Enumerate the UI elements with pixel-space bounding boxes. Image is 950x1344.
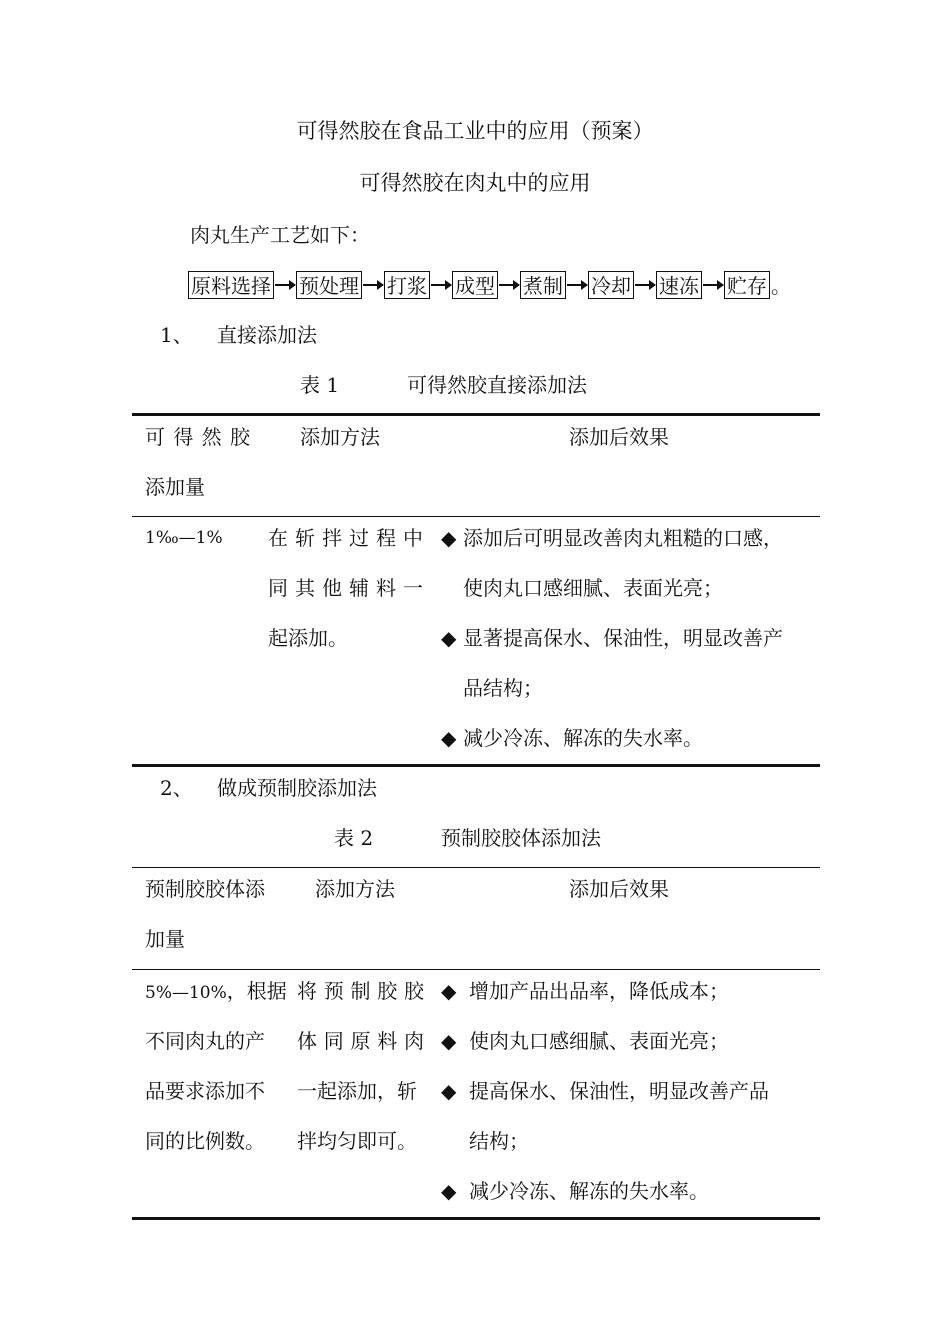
table1-caption-label: 表 1 bbox=[300, 373, 340, 397]
arrow-right-icon bbox=[703, 284, 723, 286]
bullet-icon: ◆ bbox=[441, 726, 457, 750]
table1-header-effect: 添加后效果 bbox=[569, 425, 669, 449]
table1-effect-1-line2: 使肉丸口感细腻、表面光亮； bbox=[463, 576, 723, 600]
table1-header-method: 添加方法 bbox=[300, 425, 380, 449]
process-end-mark: 。 bbox=[771, 274, 791, 298]
bullet-icon: ◆ bbox=[441, 526, 457, 550]
bullet-icon: ◆ bbox=[441, 1079, 457, 1103]
table1-effect-1-line1: 添加后可明显改善肉丸粗糙的口感， bbox=[463, 526, 783, 550]
process-step: 煮制 bbox=[520, 271, 566, 299]
bullet-icon: ◆ bbox=[441, 1179, 457, 1203]
process-intro: 肉丸生产工艺如下： bbox=[190, 223, 370, 247]
arrow-right-icon bbox=[635, 284, 655, 286]
table2-effect-2: 使肉丸口感细腻、表面光亮； bbox=[469, 1029, 729, 1053]
section1-heading: 直接添加法 bbox=[217, 323, 317, 347]
table1-caption-title: 可得然胶直接添加法 bbox=[407, 373, 587, 397]
table2-effect-3-line2: 结构； bbox=[469, 1129, 529, 1153]
process-step: 预处理 bbox=[296, 271, 362, 299]
arrow-right-icon bbox=[431, 284, 451, 286]
table1-header-amount: 可得然胶 bbox=[145, 425, 250, 449]
table1-method-line3: 起添加。 bbox=[268, 626, 348, 650]
table2-bottom-rule bbox=[132, 1217, 820, 1220]
process-step: 原料选择 bbox=[188, 271, 274, 299]
bullet-icon: ◆ bbox=[441, 626, 457, 650]
process-step: 速冻 bbox=[656, 271, 702, 299]
process-flow bbox=[188, 270, 791, 299]
table2-method-line3: 一起添加，斩 bbox=[297, 1079, 417, 1103]
table2-header-amount: 预制胶胶体添 bbox=[145, 877, 265, 901]
arrow-right-icon bbox=[275, 284, 295, 286]
table2-method-line2: 体同原料肉 bbox=[297, 1029, 424, 1053]
table1-effect-2-line2: 品结构； bbox=[463, 676, 543, 700]
table2-amount-line1: 5%—10%，根据 bbox=[145, 979, 287, 1003]
arrow-right-icon bbox=[567, 284, 587, 286]
arrow-right-icon bbox=[499, 284, 519, 286]
table1-effect-2-line1: 显著提高保水、保油性，明显改善产 bbox=[463, 626, 783, 650]
section2-heading: 做成预制胶添加法 bbox=[217, 776, 377, 800]
table2-method-line4: 拌均匀即可。 bbox=[297, 1129, 417, 1153]
table1-method-line2: 同其他辅料一 bbox=[268, 576, 423, 600]
table1-amount: 1‰—1% bbox=[145, 528, 223, 548]
arrow-right-icon bbox=[363, 284, 383, 286]
document-subtitle: 可得然胶在肉丸中的应用 bbox=[359, 171, 591, 195]
table2-caption-title: 预制胶胶体添加法 bbox=[441, 826, 601, 850]
process-step: 贮存 bbox=[724, 271, 770, 299]
table2-header-effect: 添加后效果 bbox=[569, 877, 669, 901]
process-step: 打浆 bbox=[384, 271, 430, 299]
table2-method-line1: 将预制胶胶 bbox=[297, 979, 424, 1003]
table2-amount-line2: 不同肉丸的产 bbox=[145, 1029, 265, 1053]
table2-header-amount-2: 加量 bbox=[145, 927, 185, 951]
bullet-icon: ◆ bbox=[441, 979, 457, 1003]
table2-effect-3-line1: 提高保水、保油性，明显改善产品 bbox=[469, 1079, 769, 1103]
section2-number: 2、 bbox=[160, 776, 193, 800]
section1-number: 1、 bbox=[160, 323, 193, 347]
table1-method-line1: 在斩拌过程中 bbox=[268, 526, 423, 550]
table2-effect-1: 增加产品出品率，降低成本； bbox=[469, 979, 729, 1003]
process-step: 成型 bbox=[452, 271, 498, 299]
table2-amount-line4: 同的比例数。 bbox=[145, 1129, 265, 1153]
bullet-icon: ◆ bbox=[441, 1029, 457, 1053]
table1-effect-3: 减少冷冻、解冻的失水率。 bbox=[463, 726, 703, 750]
table1-header-amount-2: 添加量 bbox=[145, 475, 205, 499]
table2-header-method: 添加方法 bbox=[315, 877, 395, 901]
document-title: 可得然胶在食品工业中的应用（预案） bbox=[296, 119, 654, 143]
table2-amount-line3: 品要求添加不 bbox=[145, 1079, 265, 1103]
table1-bottom-rule bbox=[132, 764, 820, 767]
process-step: 冷却 bbox=[588, 271, 634, 299]
table2-caption-label: 表 2 bbox=[334, 826, 374, 850]
table2-effect-4: 减少冷冻、解冻的失水率。 bbox=[469, 1179, 709, 1203]
